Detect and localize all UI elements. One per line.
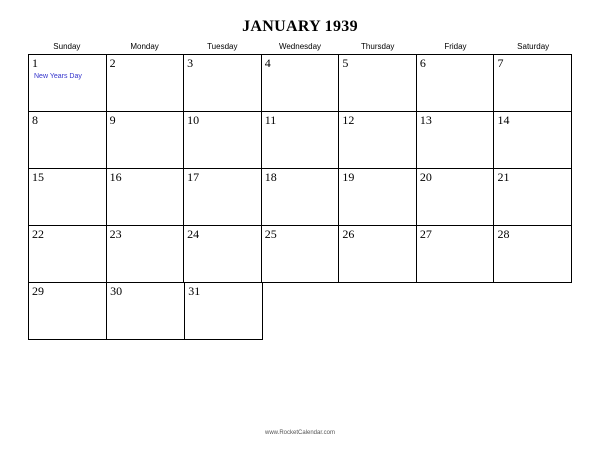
day-number: 1	[32, 56, 38, 70]
weekday-wednesday: Wednesday	[278, 42, 322, 51]
day-cell[interactable]	[262, 169, 340, 226]
day-cell[interactable]	[494, 169, 572, 226]
calendar	[28, 42, 572, 340]
day-number: 19	[342, 170, 355, 184]
day-cell[interactable]	[339, 226, 417, 283]
calendar-week-row	[29, 55, 572, 112]
page-title: JANUARY 1939	[242, 18, 358, 35]
day-cell[interactable]	[107, 55, 185, 112]
day-cell[interactable]	[184, 55, 262, 112]
day-cell-empty	[495, 283, 572, 340]
weekday-thursday: Thursday	[361, 42, 395, 51]
day-cell[interactable]	[29, 112, 107, 169]
footer-credit[interactable]: www.RocketCalendar.com	[264, 430, 336, 436]
day-number: 14	[497, 113, 510, 127]
day-number: 4	[264, 56, 271, 70]
day-cell[interactable]	[339, 112, 417, 169]
day-cell[interactable]	[29, 283, 107, 340]
day-cell[interactable]	[417, 226, 495, 283]
day-cell[interactable]	[185, 283, 263, 340]
day-number: 15	[32, 170, 44, 184]
weekday-friday: Friday	[444, 42, 467, 51]
day-cell[interactable]	[417, 169, 495, 226]
day-number: 22	[32, 227, 44, 241]
day-cell[interactable]	[184, 169, 262, 226]
weekday-monday: Monday	[130, 42, 159, 51]
day-number: 3	[187, 56, 194, 70]
day-cell[interactable]	[184, 226, 262, 283]
day-cell[interactable]	[494, 112, 572, 169]
day-number: 26	[342, 227, 355, 241]
weekday-tuesday: Tuesday	[207, 42, 238, 51]
calendar-week-row	[29, 283, 572, 340]
weekday-sunday: Sunday	[53, 42, 81, 51]
day-number: 6	[419, 56, 426, 70]
day-number: 16	[109, 170, 122, 184]
day-cell[interactable]	[494, 226, 572, 283]
day-number: 5	[342, 56, 349, 70]
day-number: 28	[497, 227, 510, 241]
day-number: 21	[497, 170, 510, 184]
day-cell-empty	[418, 283, 495, 340]
day-number: 31	[188, 284, 201, 298]
day-cell[interactable]	[262, 226, 340, 283]
day-cell[interactable]	[107, 226, 185, 283]
day-number: 25	[264, 227, 277, 241]
day-cell[interactable]	[107, 283, 185, 340]
day-number: 18	[264, 170, 277, 184]
day-number: 7	[497, 56, 504, 70]
day-cell[interactable]	[262, 112, 340, 169]
day-cell-empty	[341, 283, 418, 340]
day-cell[interactable]	[339, 169, 417, 226]
weekday-header-row	[28, 42, 572, 54]
day-cell[interactable]	[494, 55, 572, 112]
weekday-saturday: Saturday	[517, 42, 550, 51]
day-cell[interactable]	[417, 55, 495, 112]
day-number: 12	[342, 113, 355, 127]
calendar-week-row	[29, 169, 572, 226]
day-number: 10	[187, 113, 200, 127]
calendar-week-row	[29, 226, 572, 283]
day-number: 23	[109, 227, 122, 241]
day-number: 30	[110, 284, 123, 298]
day-cell[interactable]	[29, 226, 107, 283]
day-number: 24	[187, 227, 200, 241]
day-number: 17	[187, 170, 200, 184]
day-number: 27	[419, 227, 432, 241]
day-cell[interactable]	[417, 112, 495, 169]
day-cell[interactable]	[184, 112, 262, 169]
day-cell[interactable]	[107, 169, 185, 226]
day-number: 8	[32, 113, 38, 127]
day-number: 29	[32, 284, 44, 298]
day-cell[interactable]	[29, 55, 107, 112]
day-number: 2	[109, 56, 116, 70]
day-number: 11	[264, 113, 277, 127]
day-cell[interactable]	[107, 112, 185, 169]
day-cell-empty	[263, 283, 340, 340]
day-cell[interactable]	[29, 169, 107, 226]
calendar-grid	[28, 54, 572, 340]
day-cell[interactable]	[339, 55, 417, 112]
day-number: 13	[419, 113, 432, 127]
day-cell[interactable]	[262, 55, 340, 112]
day-event[interactable]: New Years Day	[34, 73, 82, 80]
calendar-week-row	[29, 112, 572, 169]
day-number: 9	[109, 113, 116, 127]
day-number: 20	[419, 170, 432, 184]
